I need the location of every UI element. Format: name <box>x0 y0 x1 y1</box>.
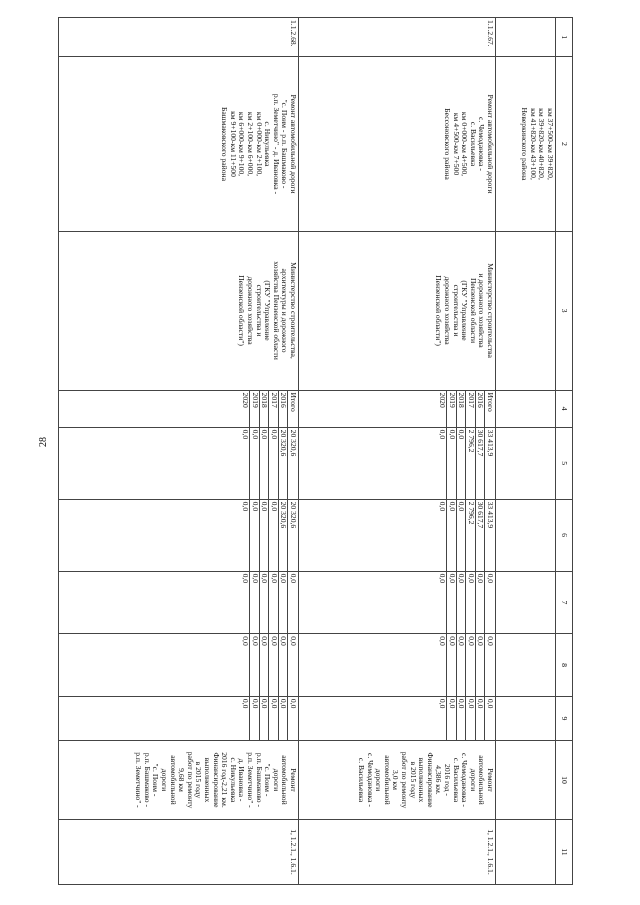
header-cell: 8 <box>556 634 573 697</box>
years-cell: Итого 2016 2017 2018 2019 2020 <box>59 390 299 427</box>
header-cell: 1 <box>556 18 573 57</box>
expected-result: Ремонт автомобильной дороги "с. Поим - р.п. Башмаково - р.п. Земетчино" - д. Ивановка - с. Никульевка 2016 год-2,21 км. Финансирование выполненных в 2015 году работ по ремонту 9,68 км автомобильной дороги "с. Поим - р.п. Башмаково - р.п. Земетчино" - <box>59 741 299 820</box>
rotated-page <box>58 17 573 885</box>
total-funding-cell: 33 413,9 30 617,7 2 796,2 0,0 0,0 0,0 <box>299 427 496 499</box>
regional-funding-cell: 33 413,9 30 617,7 2 796,2 0,0 0,0 0,0 <box>299 499 496 571</box>
total-funding-cell: 20 320,6 20 320,6 0,0 0,0 0,0 0,0 <box>59 427 299 499</box>
page-number: 28 <box>38 437 49 447</box>
header-cell: 6 <box>556 499 573 571</box>
header-cell: 5 <box>556 427 573 499</box>
expected-result: Ремонт автомобильной дороги с. Чемодановка - с. Васильевка 2016 год - 4,386 км. Финансирование выполненных в 2015 году работ по ремонту 3,0 км автомобильной дороги с. Чемодановка - с. Васильевка <box>299 741 496 820</box>
header-cell: 11 <box>556 819 573 884</box>
column-7-cell: 0,0 0,0 0,0 0,0 0,0 0,0 <box>299 571 496 634</box>
object-name: Ремонт автомобильной дороги с. Чемодановка - с. Васильевка км 0+000-км 4+500, км 4+500-км 7+500 Бессоновского района <box>299 57 496 231</box>
row-number: 1.1.2.68. <box>59 18 299 57</box>
indicator-ref: 1, 1.2.1., 1.6.1. <box>299 819 496 884</box>
row-number: 1.1.2.67. <box>299 18 496 57</box>
regional-funding-cell: 20 320,6 20 320,6 0,0 0,0 0,0 0,0 <box>59 499 299 571</box>
continuation-name: км 37+500-км 39+820, км 39+820-км 40+820, км 41+820-км 43+100, Неверкинского района <box>496 57 556 231</box>
header-cell: 2 <box>556 57 573 231</box>
years-cell: Итого 2016 2017 2018 2019 2020 <box>299 390 496 427</box>
header-cell: 4 <box>556 390 573 427</box>
header-cell: 9 <box>556 696 573 740</box>
column-7-cell: 0,0 0,0 0,0 0,0 0,0 0,0 <box>59 571 299 634</box>
column-8-cell: 0,0 0,0 0,0 0,0 0,0 0,0 <box>299 634 496 697</box>
table-row <box>59 18 299 885</box>
continuation-row <box>496 18 556 885</box>
header-cell: 3 <box>556 231 573 390</box>
header-cell: 7 <box>556 571 573 634</box>
object-name: Ремонт автомобильной дороги "с. Поим - р.п. Башмаково - р.п. Земетчино" - д. Ивановка - с. Никульевка км 0+000-км 2+100, км 2+100-км 6+000, км 6+000-км 9+100, км 9+100-км 11+500 Башмаковского района <box>59 57 299 231</box>
column-9-cell: 0,0 0,0 0,0 0,0 0,0 0,0 <box>299 696 496 740</box>
header-cell: 10 <box>556 741 573 820</box>
indicator-ref: 1, 1.2.1., 1.6.1. <box>59 819 299 884</box>
program-table <box>58 17 573 885</box>
executor: Министерство строительства и дорожного хозяйства Пензенской области (ГКУ "Управление строительства и дорожного хозяйства Пензенской области") <box>299 231 496 390</box>
column-8-cell: 0,0 0,0 0,0 0,0 0,0 0,0 <box>59 634 299 697</box>
table-row <box>299 18 496 885</box>
header-row <box>556 18 573 885</box>
executor: Министерство строительства, архитектуры и дорожного хозяйства Пензенской области (ГКУ "Управление строительства и дорожного хозяйства Пензенской области") <box>59 231 299 390</box>
column-9-cell: 0,0 0,0 0,0 0,0 0,0 0,0 <box>59 696 299 740</box>
